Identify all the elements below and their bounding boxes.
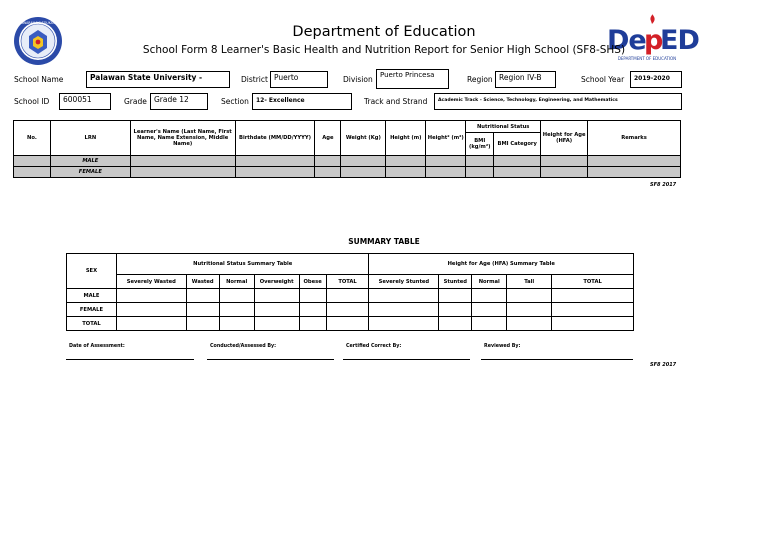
school-id-field[interactable]: 600051 [59, 93, 111, 110]
summary-row-female: FEMALE [67, 303, 117, 317]
header-height: Height (m) [386, 121, 426, 156]
summary-row-male: MALE [67, 289, 117, 303]
conducted-by-line[interactable] [207, 359, 334, 360]
header-remarks: Remarks [588, 121, 681, 156]
header-birthdate: Birthdate (MM/DD/YYYY) [235, 121, 315, 156]
table-row [67, 303, 634, 317]
region-label: Region [467, 75, 493, 84]
deped-logo-icon [606, 15, 699, 65]
header-no: No. [14, 121, 51, 156]
svg-text:p: p [644, 25, 664, 56]
reviewed-by-label: Reviewed By: [484, 344, 521, 349]
district-field[interactable]: Puerto [270, 71, 328, 88]
region-field[interactable]: Region IV-B [495, 71, 556, 88]
table-row [14, 167, 681, 178]
table-row [67, 289, 634, 303]
conducted-by-label: Conducted/Assessed By: [210, 344, 277, 349]
deped-caption: DEPARTMENT OF EDUCATION [617, 56, 677, 61]
division-label: Division [343, 75, 373, 84]
school-name-field[interactable]: Palawan State University - [86, 71, 230, 88]
learner-table [13, 120, 681, 178]
form-code: SF8 2017 [650, 182, 677, 188]
certified-by-label: Certified Correct By: [346, 344, 402, 349]
school-name-label: School Name [14, 75, 64, 84]
reviewed-by-line[interactable] [481, 359, 633, 360]
row-label-female: FEMALE [50, 167, 130, 178]
track-label: Track and Strand [364, 97, 428, 106]
district-label: District [241, 75, 268, 84]
track-field[interactable]: Academic Track - Science, Technology, Engineering, and Mathematics [434, 93, 682, 110]
grade-field[interactable]: Grade 12 [150, 93, 208, 110]
school-year-label: School Year [581, 75, 625, 84]
school-year-field[interactable]: 2019-2020 [630, 71, 682, 88]
col-severely-wasted: Severely Wasted [116, 275, 186, 289]
table-row [67, 317, 634, 331]
page-subtitle: School Form 8 Learner's Basic Health and Nutrition Report for Senior High School (SF8-SHS) [142, 44, 626, 56]
section-field[interactable]: 12- Excellence [252, 93, 352, 110]
col-wasted: Wasted [186, 275, 219, 289]
col-severely-stunted: Severely Stunted [369, 275, 439, 289]
certified-by-line[interactable] [343, 359, 470, 360]
header-age: Age [315, 121, 341, 156]
header-height-squared: Height² (m²) [426, 121, 466, 156]
col-normal: Normal [219, 275, 254, 289]
summary-nutritional-header: Nutritional Status Summary Table [116, 254, 369, 275]
col-overweight: Overweight [254, 275, 299, 289]
header-bmi-category: BMI Category [494, 133, 541, 156]
summary-title: SUMMARY TABLE [348, 237, 420, 246]
header-nutritional-status: Nutritional Status [466, 121, 541, 133]
division-field[interactable]: Puerto Princesa [376, 69, 449, 89]
table-row [14, 156, 681, 167]
col-hfa-normal: Normal [472, 275, 507, 289]
svg-text:De: De [607, 25, 646, 56]
summary-sex-header: SEX [67, 254, 117, 289]
header-hfa: Height for Age (HFA) [541, 121, 588, 156]
summary-hfa-header: Height for Age (HFA) Summary Table [369, 254, 634, 275]
col-obese: Obese [299, 275, 326, 289]
header-name: Learner's Name (Last Name, First Name, Name Extension, Middle Name) [130, 121, 235, 156]
col-stunted: Stunted [439, 275, 472, 289]
date-of-assessment-line[interactable] [66, 359, 194, 360]
col-total: TOTAL [326, 275, 369, 289]
summary-table [66, 253, 634, 331]
seal-text: KAGAWARAN NG EDUKASYON [14, 21, 62, 25]
header-bmi: BMI (kg/m²) [466, 133, 494, 156]
grade-label: Grade [124, 97, 147, 106]
header-lrn: LRN [50, 121, 130, 156]
header-weight: Weight (Kg) [341, 121, 386, 156]
date-of-assessment-label: Date of Assessment: [69, 344, 125, 349]
row-label-male: MALE [50, 156, 130, 167]
col-hfa-total: TOTAL [552, 275, 634, 289]
svg-text:ED: ED [660, 25, 699, 56]
section-label: Section [221, 97, 249, 106]
footer-code: SF8 2017 [650, 362, 677, 368]
school-id-label: School ID [14, 97, 50, 106]
summary-row-total: TOTAL [67, 317, 117, 331]
page-title: Department of Education [292, 24, 476, 40]
col-tall: Tall [507, 275, 552, 289]
